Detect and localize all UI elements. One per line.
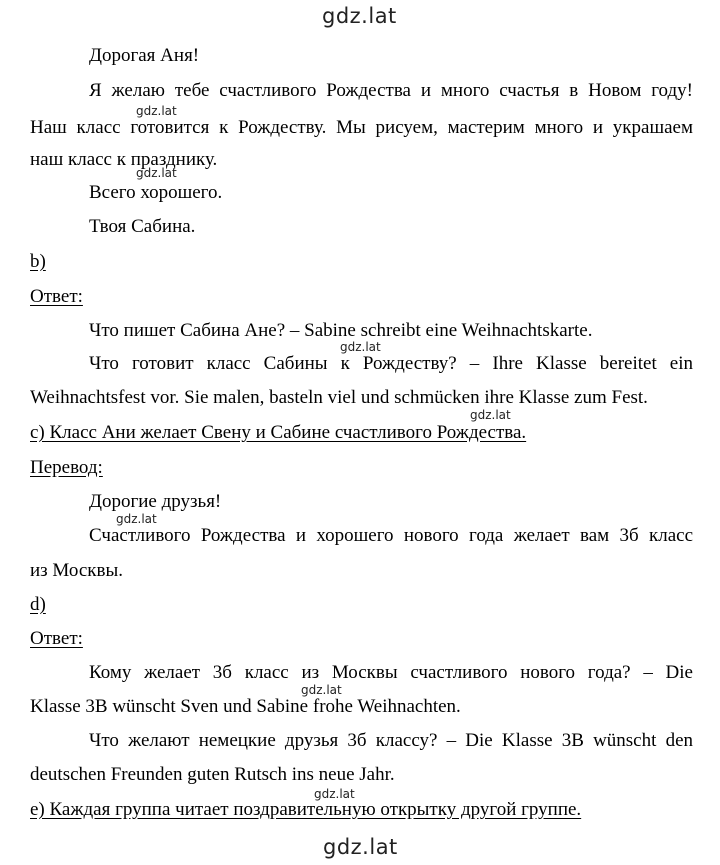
section-b-answer-2-line-1: Что готовит класс Сабины к Рождеству? – Ihre Klasse bereitet ein — [89, 353, 693, 374]
section-c-heading: c) Класс Ани желает Свену и Сабине счастливого Рождества. — [30, 422, 527, 443]
watermark-small: gdz.lat — [301, 683, 342, 697]
watermark-small: gdz.lat — [116, 512, 157, 526]
section-d-label: d) — [30, 594, 46, 615]
letter-line-2: Наш класс готовится к Рождеству. Мы рисуем, мастерим много и украшаем — [30, 117, 693, 138]
section-c-greeting: Дорогие друзья! — [89, 491, 222, 512]
section-e-heading: e) Каждая группа читает поздравительную открытку другой группе. — [30, 799, 582, 820]
section-d-answer-1-line-1: Кому желает 3б класс из Москвы счастливого нового года? – Die — [89, 662, 693, 683]
letter-greeting: Дорогая Аня! — [89, 45, 200, 66]
letter-line-1: Я желаю тебе счастливого Рождества и много счастья в Новом году! — [89, 80, 693, 101]
section-b-answer-1: Что пишет Сабина Ане? – Sabine schreibt eine Weihnachtskarte. — [89, 320, 593, 341]
letter-line-3: наш класс к празднику. — [30, 149, 218, 170]
watermark-small: gdz.lat — [470, 408, 511, 422]
watermark-small: gdz.lat — [136, 166, 177, 180]
section-d-answer-2-line-2: deutschen Freunden guten Rutsch ins neue Jahr. — [30, 764, 395, 785]
watermark-bottom: gdz.lat — [323, 835, 398, 859]
letter-closing: Всего хорошего. — [89, 182, 223, 203]
watermark-small: gdz.lat — [136, 104, 177, 118]
section-b-answer-label: Ответ: — [30, 286, 83, 307]
section-c-line-2: из Москвы. — [30, 560, 123, 581]
watermark-top: gdz.lat — [322, 4, 397, 28]
watermark-small: gdz.lat — [314, 787, 355, 801]
watermark-small: gdz.lat — [340, 340, 381, 354]
section-d-answer-2-line-1: Что желают немецкие друзья 3б классу? – Die Klasse 3B wünscht den — [89, 730, 693, 751]
section-c-line-1: Счастливого Рождества и хорошего нового года желает вам 3б класс — [89, 525, 693, 546]
section-d-answer-1-line-2: Klasse 3B wünscht Sven und Sabine frohe Weihnachten. — [30, 696, 461, 717]
section-c-translation-label: Перевод: — [30, 457, 103, 478]
section-d-answer-label: Ответ: — [30, 628, 83, 649]
letter-signature: Твоя Сабина. — [89, 216, 196, 237]
section-b-label: b) — [30, 251, 46, 272]
section-b-answer-2-line-2: Weihnachtsfest vor. Sie malen, basteln viel und schmücken ihre Klasse zum Fest. — [30, 387, 648, 408]
